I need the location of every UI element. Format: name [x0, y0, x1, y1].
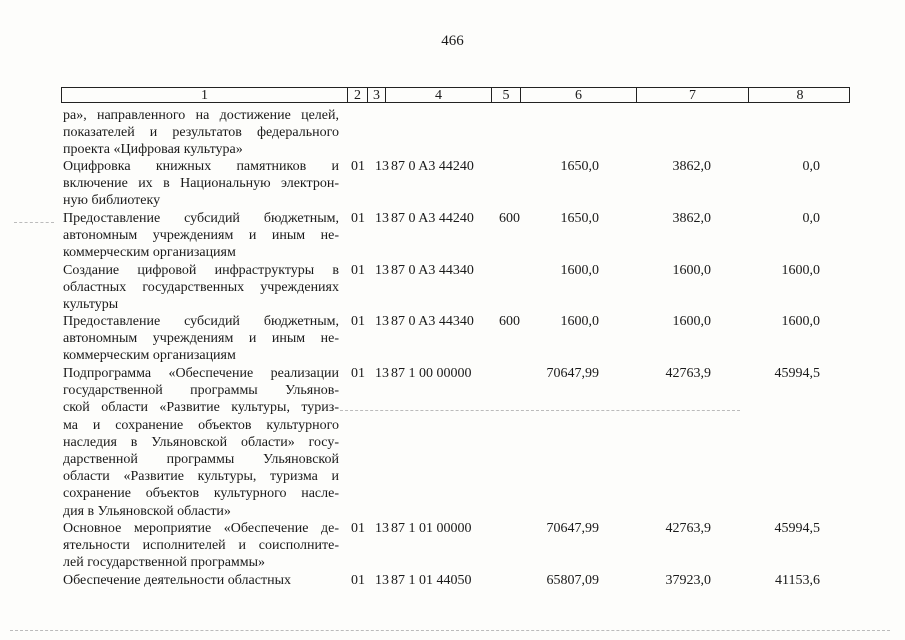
cell-c6: 1600,0: [560, 263, 599, 278]
cell-c8: 0,0: [802, 159, 820, 174]
row-name: [63, 158, 339, 210]
cell-c8: 45994,5: [774, 366, 820, 381]
row-name-line: Предоставление субсидий бюджетным,: [63, 314, 339, 329]
cell-c6: 1600,0: [560, 314, 599, 329]
row-name: [63, 572, 339, 589]
row-name: [63, 313, 339, 365]
row-name-line: автономным учреждениям и иным не-: [63, 228, 339, 244]
row-name-line: коммерческим организациям: [63, 245, 236, 261]
cell-c3: 13: [375, 366, 389, 381]
row-name-line: ятельности исполнителей и соисполните-: [63, 538, 339, 554]
cell-c2: 01: [351, 573, 365, 588]
cell-c4: 87 1 01 44050: [391, 573, 472, 588]
scan-mark: [10, 630, 890, 631]
cell-c7: 3862,0: [672, 159, 711, 174]
cell-c2: 01: [351, 314, 365, 329]
header-col-6: 6: [521, 88, 637, 102]
cell-c3: 13: [375, 521, 389, 536]
row-name-line: сохранение объектов культурного насле-: [63, 486, 339, 502]
row-name-line: автономным учреждениям и иным не-: [63, 331, 339, 347]
cell-c3: 13: [375, 159, 389, 174]
header-col-1: 1: [62, 88, 348, 102]
cell-c4: 87 0 A3 44240: [391, 211, 474, 226]
cell-c7: 3862,0: [672, 211, 711, 226]
cell-c2: 01: [351, 263, 365, 278]
cell-c8: 0,0: [802, 211, 820, 226]
cell-c2: 01: [351, 159, 365, 174]
row-name-line: дарственной программы Ульяновской: [63, 452, 339, 468]
header-col-2: 2: [348, 88, 368, 102]
cell-c2: 01: [351, 521, 365, 536]
row-name-line: области «Развитие культуры, туризма и: [63, 469, 339, 485]
header-col-4: 4: [386, 88, 492, 102]
cell-c7: 1600,0: [672, 263, 711, 278]
row-name-line: дия в Ульяновской области»: [63, 503, 231, 519]
cell-c6: 65807,09: [546, 573, 599, 588]
scan-mark: [14, 222, 54, 223]
row-name-line: Подпрограмма «Обеспечение реализации: [63, 366, 339, 381]
row-name-line: наследия в Ульяновской области» госу-: [63, 434, 339, 450]
cell-c4: 87 0 A3 44240: [391, 159, 474, 174]
cell-c2: 01: [351, 366, 365, 381]
cell-c8: 41153,6: [775, 573, 820, 588]
cell-c3: 13: [375, 573, 389, 588]
cell-c6: 1650,0: [560, 211, 599, 226]
cell-c6: 1650,0: [560, 159, 599, 174]
row-name-line: ную библиотеку: [63, 193, 161, 209]
row-name-line: ской области «Развитие культуры, туриз-: [63, 400, 339, 416]
cell-c3: 13: [375, 314, 389, 329]
row-name-line: показателей и результатов федерального: [63, 125, 339, 141]
row-name: [63, 520, 339, 572]
row-name-line: областных государственных учреждениях: [63, 280, 339, 296]
row-name-line: Обеспечение деятельности областных: [63, 573, 291, 588]
table-header: [61, 87, 850, 103]
row-name: [63, 262, 339, 314]
row-name: [63, 210, 339, 262]
cell-c6: 70647,99: [546, 521, 599, 536]
row-name-line: государственной программы Ульянов-: [63, 383, 339, 399]
cell-c6: 70647,99: [546, 366, 599, 381]
cell-c7: 42763,9: [665, 366, 711, 381]
row-name-line: проекта «Цифровая культура»: [63, 142, 243, 158]
cell-c4: 87 0 A3 44340: [391, 314, 474, 329]
cell-c3: 13: [375, 263, 389, 278]
cell-c4: 87 1 01 00000: [391, 521, 472, 536]
row-name: [63, 107, 339, 159]
header-col-3: 3: [368, 88, 386, 102]
cell-c7: 1600,0: [672, 314, 711, 329]
row-name-line: Оцифровка книжных памятников и: [63, 159, 339, 174]
cell-c8: 1600,0: [781, 314, 820, 329]
cell-c7: 42763,9: [665, 521, 711, 536]
cell-c5: 600: [499, 211, 520, 226]
row-name-line: Основное мероприятие «Обеспечение де-: [63, 521, 339, 536]
scan-mark: [340, 410, 740, 411]
cell-c3: 13: [375, 211, 389, 226]
row-name: [63, 365, 339, 520]
page-number: 466: [441, 33, 464, 49]
row-name-line: коммерческим организациям: [63, 348, 236, 364]
cell-c4: 87 0 A3 44340: [391, 263, 474, 278]
cell-c8: 45994,5: [774, 521, 820, 536]
cell-c2: 01: [351, 211, 365, 226]
row-name-line: ра», направленного на достижение целей,: [63, 108, 339, 123]
row-name-line: лей государственной программы»: [63, 555, 266, 571]
row-name-line: культуры: [63, 297, 119, 313]
header-col-7: 7: [637, 88, 749, 102]
header-col-5: 5: [492, 88, 521, 102]
header-col-8: 8: [796, 88, 804, 103]
cell-c8: 1600,0: [781, 263, 820, 278]
row-name-line: Предоставление субсидий бюджетным,: [63, 211, 339, 226]
cell-c5: 600: [499, 314, 520, 329]
row-name-line: ма и сохранение объектов культурного: [63, 417, 339, 433]
row-name-line: включение их в Национальную электрон-: [63, 176, 339, 192]
cell-c7: 37923,0: [665, 573, 711, 588]
cell-c4: 87 1 00 00000: [391, 366, 472, 381]
row-name-line: Создание цифровой инфраструктуры в: [63, 263, 339, 278]
